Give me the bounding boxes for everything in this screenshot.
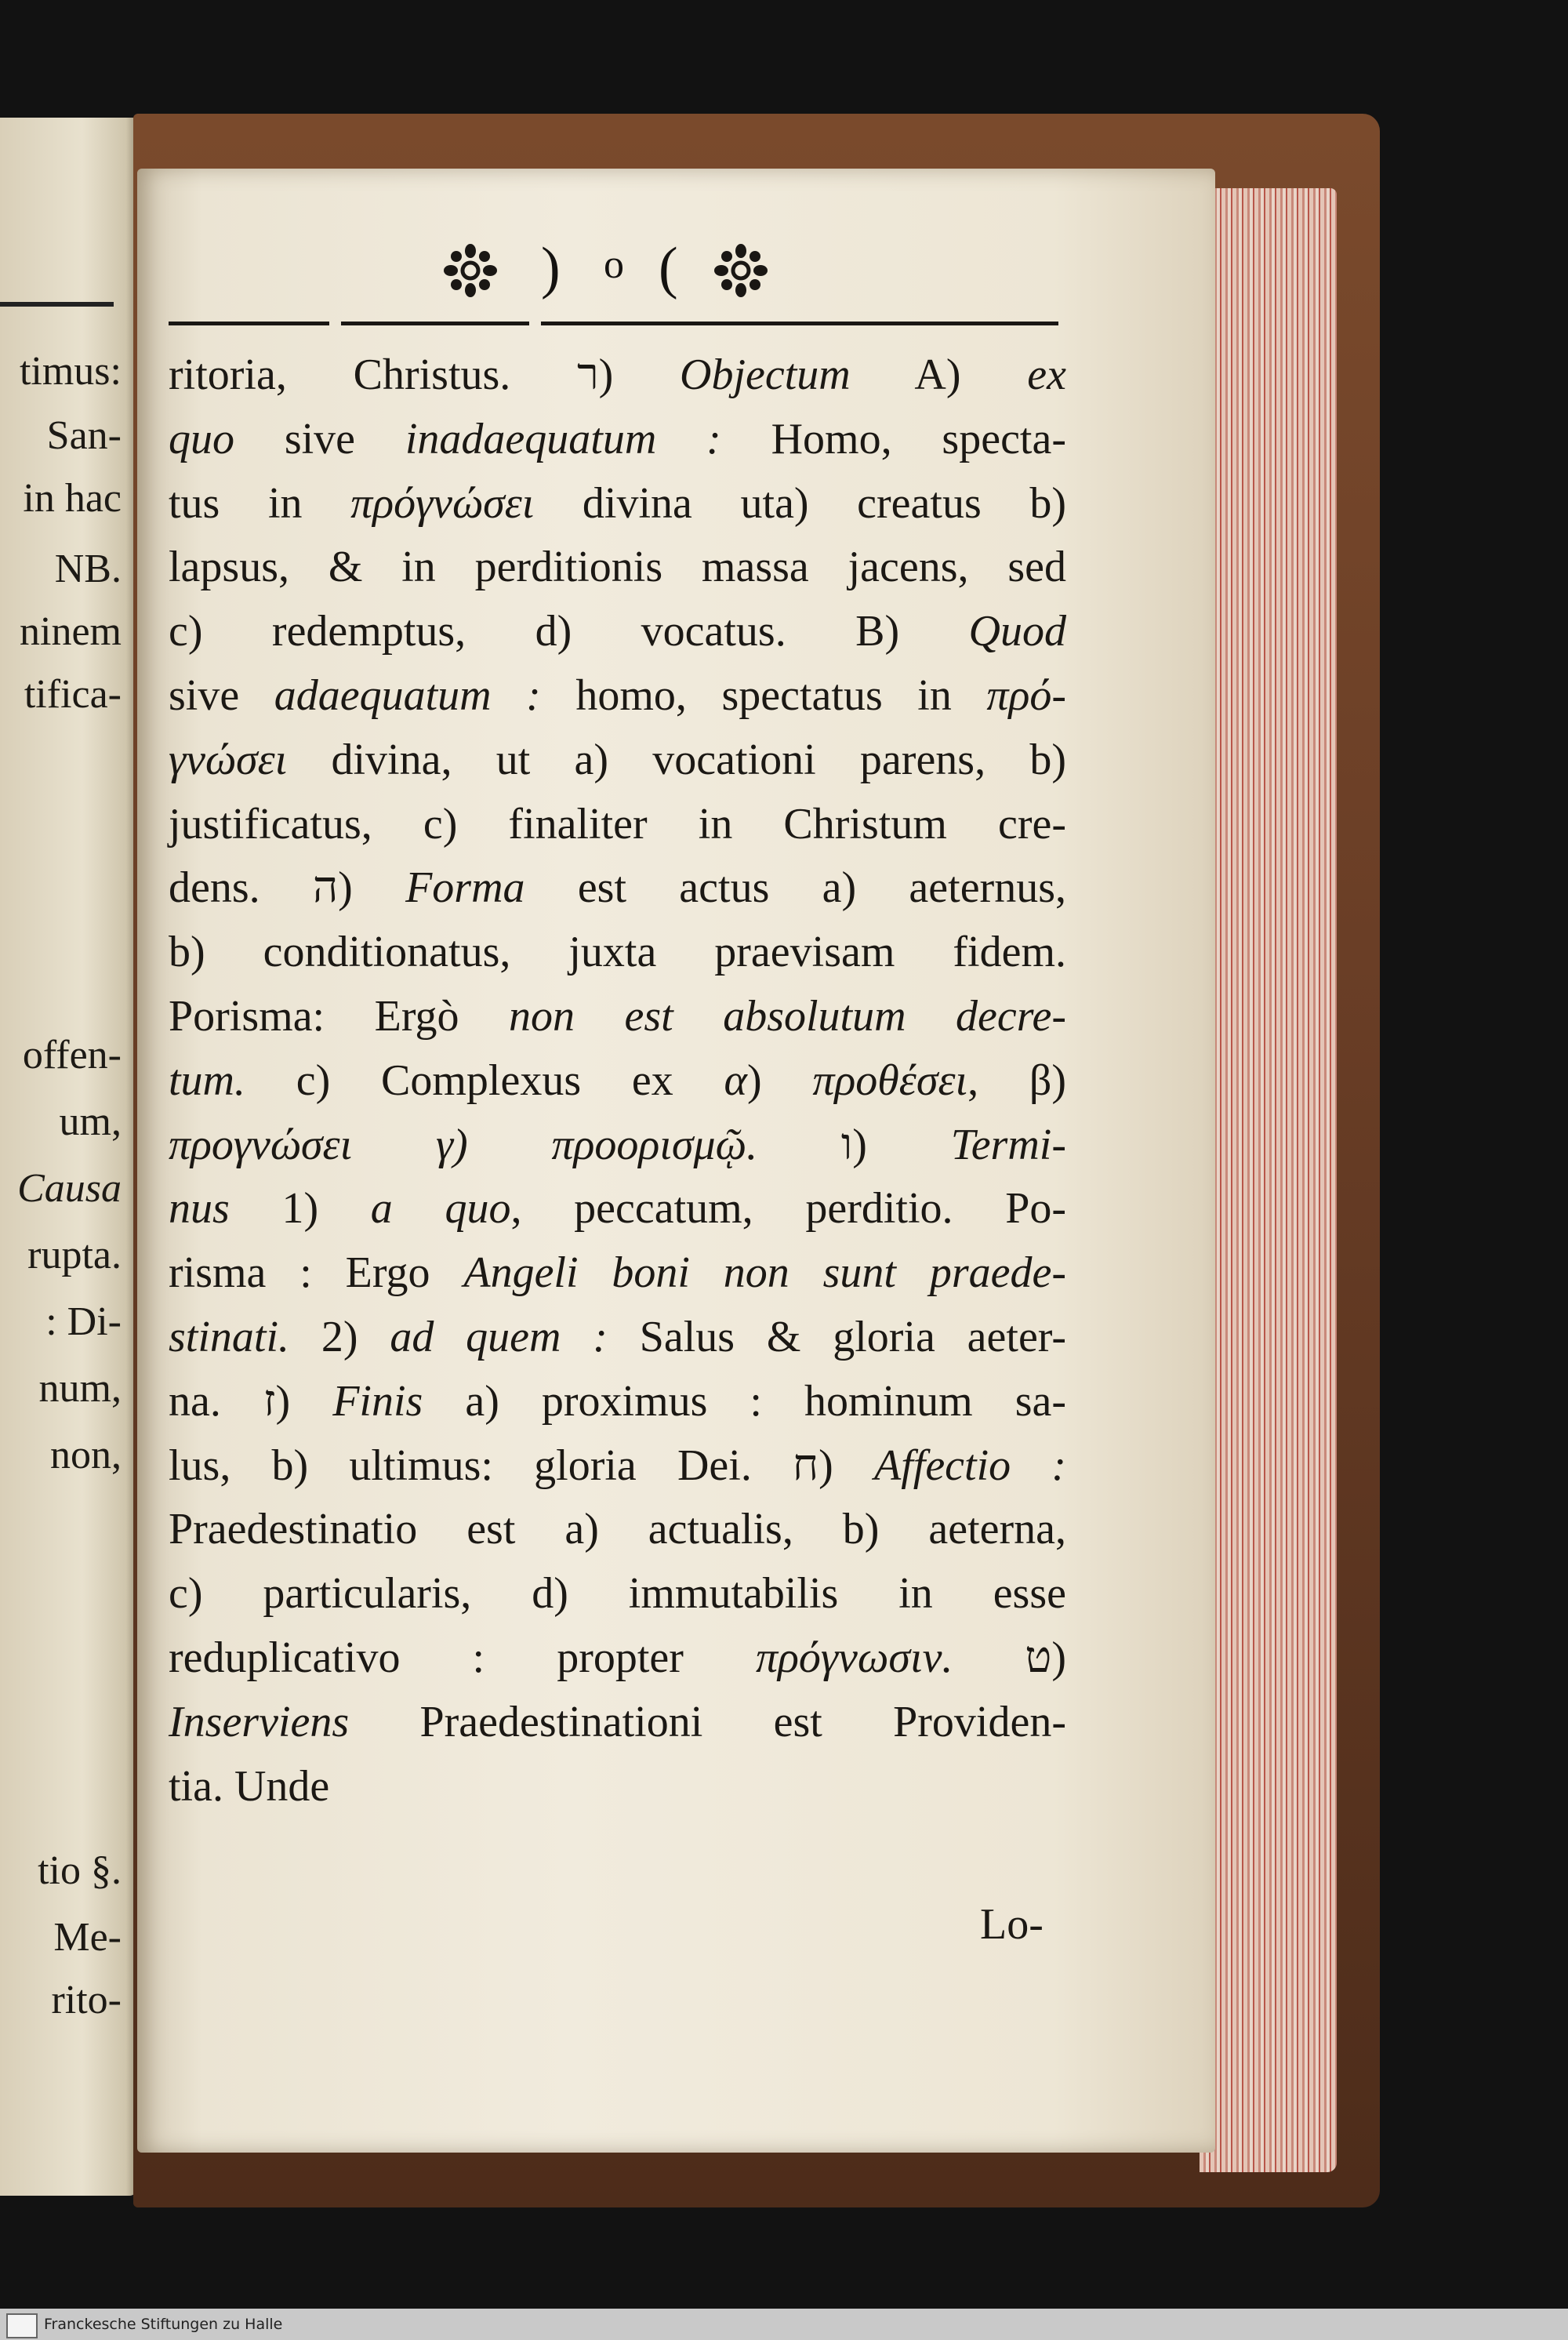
header-rule: [169, 322, 329, 325]
footer-credit: Franckesche Stiftungen zu Halle: [44, 2316, 283, 2333]
italic-span: Forma: [405, 863, 525, 912]
italic-span: Quod: [968, 607, 1066, 656]
text-span: c) particularis, d) immutabilis in esse: [169, 1569, 1066, 1618]
previous-page-line: offen-: [22, 1033, 122, 1077]
italic-span: tum.: [169, 1056, 245, 1105]
flower-ornament-icon: [443, 243, 498, 298]
italic-span: Termi-: [950, 1121, 1066, 1169]
body-line: [169, 863, 1067, 912]
footer-bar: [0, 2309, 1568, 2340]
text-span: a) proximus : hominum sa-: [423, 1377, 1067, 1426]
text-span: Praedestinatio est a) actualis, b) aeterna,: [169, 1505, 1066, 1553]
previous-page-line: rito-: [51, 1978, 122, 2022]
body-line: [169, 1377, 1067, 1426]
text-span: ritoria, Christus. ר): [169, 351, 681, 399]
text-span: tus in: [169, 479, 351, 528]
header-left-paren: ): [541, 236, 561, 300]
previous-page-line: in hac: [23, 476, 122, 521]
previous-page-line: non,: [50, 1433, 122, 1477]
italic-span: Inserviens: [169, 1698, 350, 1746]
text-span: ו): [757, 1121, 951, 1169]
text-span: 2): [289, 1313, 390, 1361]
header-right-paren: (: [659, 236, 678, 300]
previous-page-line: num,: [38, 1366, 122, 1411]
previous-page-line: San-: [46, 413, 122, 458]
previous-page-line: NB.: [54, 547, 122, 591]
italic-span: προθέσει: [812, 1056, 968, 1105]
previous-page-line: um,: [59, 1099, 122, 1144]
text-span: , peccatum, perditio. Po-: [510, 1184, 1066, 1233]
text-span: reduplicativo : propter: [169, 1633, 756, 1682]
italic-span: Angeli boni non sunt praede-: [463, 1248, 1066, 1297]
text-span: est actus a) aeternus,: [524, 863, 1067, 912]
text-span: risma : Ergo: [169, 1248, 464, 1297]
text-span: Homo, specta-: [720, 415, 1066, 463]
italic-span: adaequatum :: [274, 671, 541, 720]
italic-span: πρόγνώσει: [350, 479, 535, 528]
body-line: [169, 1507, 1066, 1551]
italic-span: πρό-: [986, 671, 1066, 720]
text-span: c) Complexus ex: [245, 1056, 724, 1105]
body-line: [169, 479, 1066, 528]
text-span: tia. Unde: [169, 1762, 330, 1811]
institution-logo-icon: [6, 2313, 38, 2338]
text-span: divina uta) creatus b): [534, 479, 1066, 528]
text-span: c) redemptus, d) vocatus. B): [169, 607, 969, 656]
italic-span: γνώσει: [169, 736, 288, 784]
text-span: na. ז): [169, 1377, 333, 1426]
body-line: [169, 738, 1066, 782]
text-span: ): [746, 1056, 813, 1105]
text-span: Salus & gloria aeter-: [607, 1313, 1066, 1361]
previous-page-line: Causa: [17, 1166, 122, 1211]
italic-span: πρόγνωσιν.: [756, 1633, 953, 1682]
italic-span: α: [724, 1056, 747, 1105]
previous-page-rule: [0, 302, 114, 307]
italic-span: inadaequatum :: [405, 415, 721, 463]
body-line: [169, 1700, 1066, 1744]
body-line: [169, 1123, 1066, 1167]
text-span: justificatus, c) finaliter in Christum cre-: [169, 800, 1066, 848]
body-line: [169, 802, 1066, 846]
page-edges: [1200, 188, 1337, 2172]
previous-page-line: ninem: [20, 609, 122, 654]
body-line: [169, 353, 1066, 397]
text-span: b) conditionatus, juxta praevisam fidem.: [169, 928, 1066, 976]
body-line: [169, 1248, 1066, 1297]
text-span: lus, b) ultimus: gloria Dei. ח): [169, 1441, 874, 1490]
body-line: [169, 1569, 1066, 1618]
header-rule: [341, 322, 529, 325]
body-line: [169, 607, 1066, 656]
italic-span: non est absolutum decre-: [508, 992, 1066, 1041]
header-center-mark: o: [604, 242, 624, 287]
text-span: dens. ה): [169, 863, 406, 912]
text-span: Praedestinationi est Providen-: [349, 1698, 1066, 1746]
italic-span: nus: [169, 1184, 230, 1233]
italic-span: a quo: [370, 1184, 511, 1233]
text-span: divina, ut a) vocationi parens, b): [287, 736, 1066, 784]
body-line: [169, 992, 1066, 1041]
flower-ornament-icon: [713, 243, 768, 298]
text-span: Porisma: Ergò: [169, 992, 509, 1041]
italic-span: Objectum: [680, 351, 851, 399]
body-line: [169, 671, 1066, 720]
text-span: sive: [169, 671, 274, 720]
body-line: [169, 545, 1066, 589]
previous-page-line: Me-: [53, 1915, 122, 1960]
previous-page-line: : Di-: [45, 1299, 122, 1344]
previous-page: [0, 118, 137, 2196]
text-span: lapsus, & in perditionis massa jacens, sed: [169, 543, 1066, 591]
body-line: [169, 417, 1066, 461]
body-line: [169, 1633, 1067, 1682]
text-span: A): [850, 351, 1028, 399]
previous-page-line: timus:: [19, 349, 122, 394]
catchword: Lo-: [980, 1900, 1044, 1949]
previous-page-line: tio §.: [38, 1848, 122, 1893]
italic-span: ex: [1027, 351, 1066, 399]
previous-page-line: tifica-: [24, 672, 122, 717]
italic-span: προγνώσει γ) προορισμῷ.: [169, 1121, 758, 1169]
italic-span: ad quem :: [390, 1313, 608, 1361]
previous-page-line: rupta.: [27, 1233, 122, 1277]
text-span: homo, spectatus in: [540, 671, 987, 720]
body-line: [169, 1315, 1066, 1359]
body-line: [169, 1441, 1066, 1490]
body-line: [169, 1184, 1066, 1233]
header-rule: [541, 322, 1058, 325]
body-line: [169, 1056, 1067, 1105]
body-line: [169, 1762, 1066, 1811]
text-span: ט): [953, 1633, 1067, 1682]
text-span: , β): [967, 1056, 1067, 1105]
text-span: 1): [229, 1184, 371, 1233]
italic-span: Affectio :: [874, 1441, 1066, 1490]
italic-span: Finis: [332, 1377, 423, 1426]
italic-span: stinati.: [169, 1313, 290, 1361]
italic-span: quo: [169, 415, 234, 463]
text-span: sive: [234, 415, 405, 463]
body-line: [169, 930, 1066, 974]
